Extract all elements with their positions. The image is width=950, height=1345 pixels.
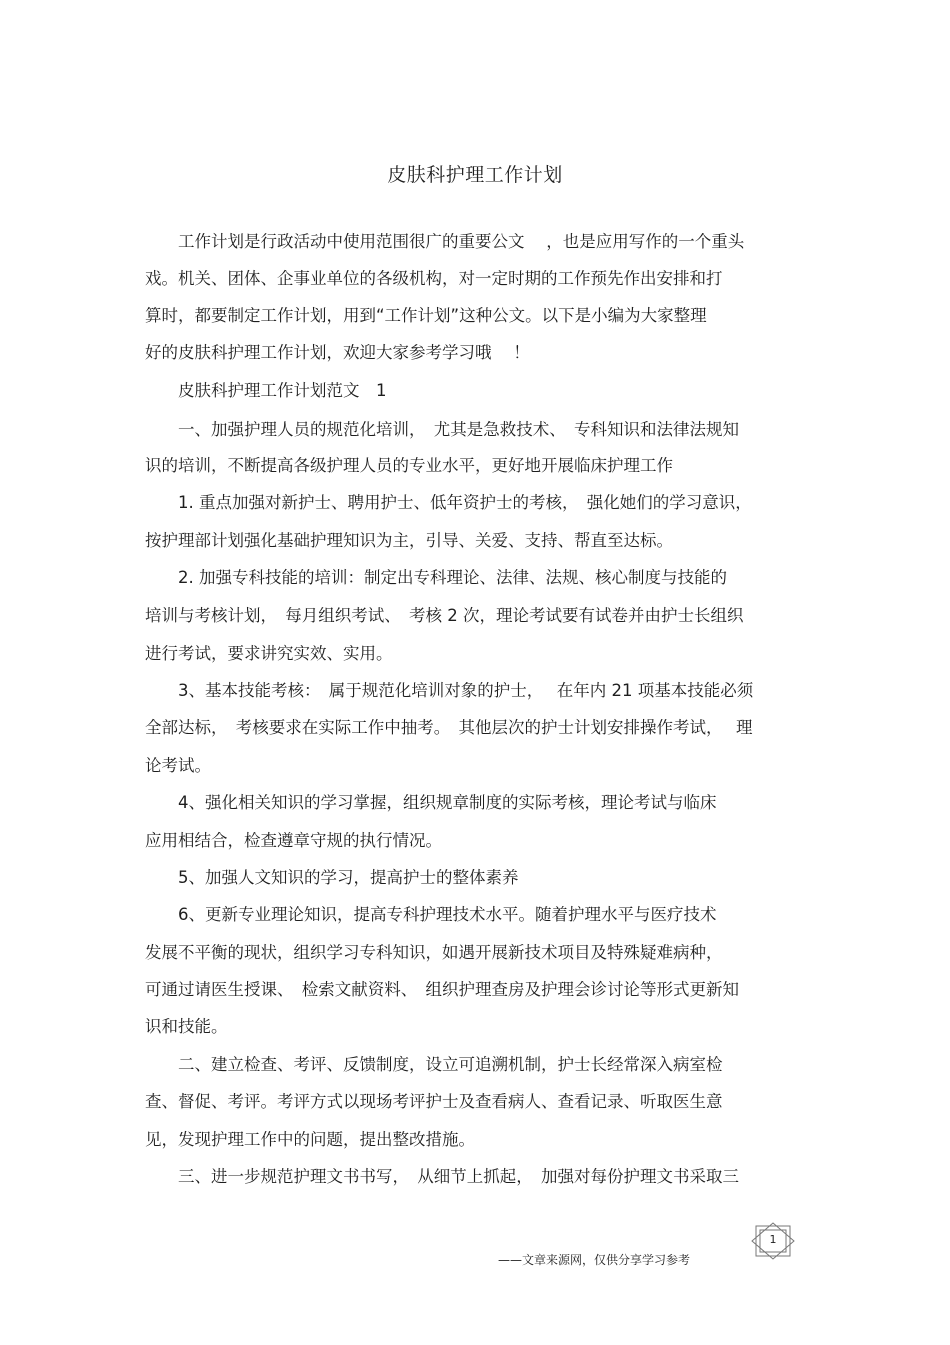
text-line: 6、更新专业理论知识，提高专科护理技术水平。随着护理水平与医疗技术 — [145, 905, 717, 924]
text-line: 见，发现护理工作中的问题，提出整改措施。 — [145, 1130, 475, 1149]
text-line: 论考试。 — [145, 756, 211, 775]
text-line: 可通过请医生授课、 检索文献资料、 组织护理查房及护理会诊讨论等形式更新知 — [145, 980, 739, 999]
text-line: 3、基本技能考核： 属于规范化培训对象的护士， 在年内 21 项基本技能必须 — [145, 681, 754, 700]
text-line: 进行考试，要求讲究实效、实用。 — [145, 644, 393, 663]
text-line: 三、进一步规范护理文书书写， 从细节上抓起， 加强对每份护理文书采取三 — [145, 1167, 739, 1186]
text-line: 识和技能。 — [145, 1017, 228, 1036]
text-line: 工作计划是行政活动中使用范围很广的重要公文 ，也是应用写作的一个重头 — [145, 232, 745, 251]
text-line: 识的培训，不断提高各级护理人员的专业水平，更好地开展临床护理工作 — [145, 456, 673, 475]
text-line: 一、加强护理人员的规范化培训， 尤其是急救技术、 专科知识和法律法规知 — [145, 420, 739, 439]
text-line: 按护理部计划强化基础护理知识为主，引导、关爱、支持、帮直至达标。 — [145, 531, 673, 550]
text-line: 戏。机关、团体、企事业单位的各级机构，对一定时期的工作预先作出安排和打 — [145, 269, 723, 288]
text-line: 全部达标， 考核要求在实际工作中抽考。 其他层次的护士计划安排操作考试， 理 — [145, 718, 753, 737]
text-line: 1. 重点加强对新护士、聘用护士、低年资护士的考核， 强化她们的学习意识， — [145, 493, 752, 512]
text-line: 二、建立检查、考评、反馈制度，设立可追溯机制，护士长经常深入病室检 — [145, 1055, 723, 1074]
text-line: 查、督促、考评。考评方式以现场考评护士及查看病人、查看记录、听取医生意 — [145, 1092, 723, 1111]
page-number: 1 — [769, 1233, 777, 1246]
text-line: 2. 加强专科技能的培训：制定出专科理论、法律、法规、核心制度与技能的 — [145, 568, 727, 587]
text-line: 发展不平衡的现状，组织学习专科知识，如遇开展新技术项目及特殊疑难病种， — [145, 943, 723, 962]
text-line: 好的皮肤科护理工作计划，欢迎大家参考学习哦 ！ — [145, 343, 530, 362]
text-line: 5、加强人文知识的学习，提高护士的整体素养 — [145, 868, 519, 887]
text-line: 皮肤科护理工作计划范文 1 — [145, 381, 387, 400]
footer-source: ——文章来源网，仅供分享学习参考 — [498, 1253, 691, 1267]
text-line: 4、强化相关知识的学习掌握，组织规章制度的实际考核，理论考试与临床 — [145, 793, 717, 812]
text-line: 应用相结合，检查遵章守规的执行情况。 — [145, 831, 442, 850]
text-line: 算时，都要制定工作计划，用到“工作计划”这种公文。以下是小编为大家整理 — [145, 306, 707, 325]
text-line: 培训与考核计划， 每月组织考试、 考核 2 次，理论考试要有试卷并由护士长组织 — [145, 606, 744, 625]
document-title: 皮肤科护理工作计划 — [387, 164, 563, 186]
